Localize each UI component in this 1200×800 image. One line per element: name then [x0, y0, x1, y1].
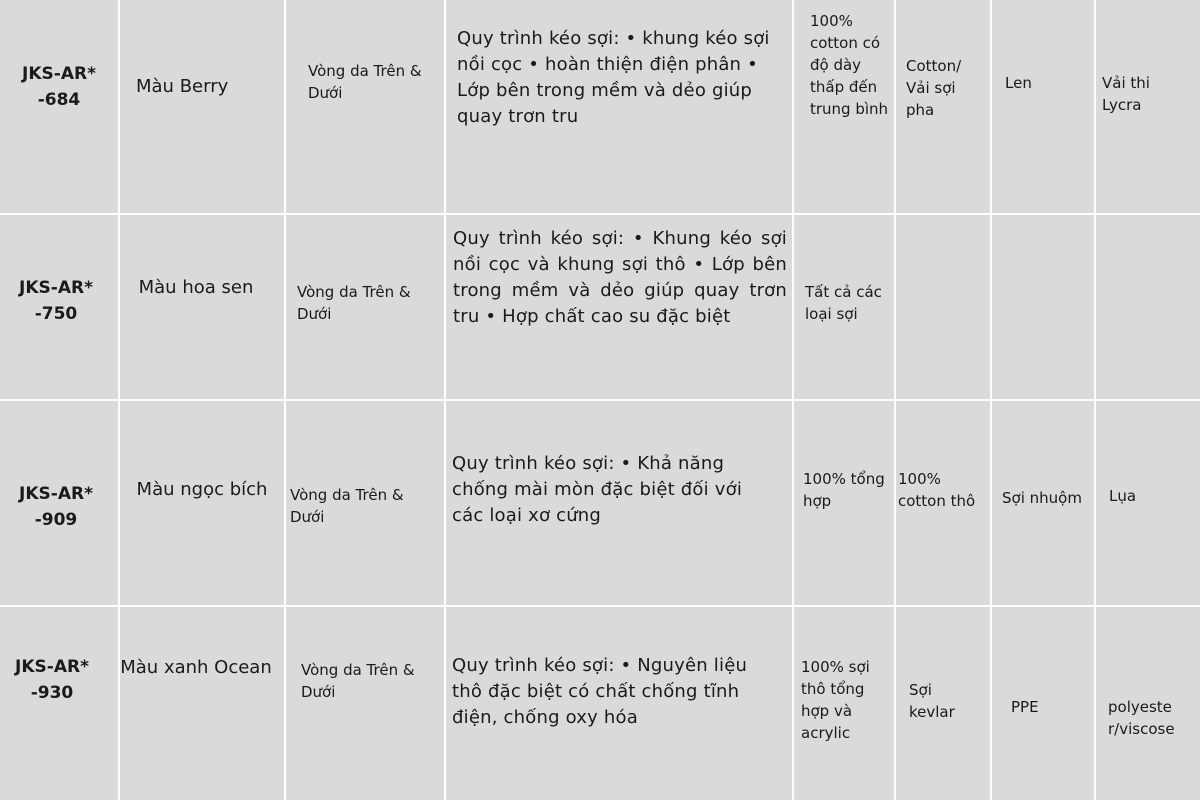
color-cell	[120, 215, 284, 399]
material-cell-3	[992, 607, 1094, 800]
ring-cell	[286, 401, 444, 605]
material-3: Sợi nhuộm	[1002, 489, 1082, 507]
process-text: Quy trình kéo sợi: • Nguyên liệu thô đặc biệt có chất chống tĩnh điện, chống oxy hóa	[452, 655, 748, 728]
material-4: Lụa	[1109, 487, 1137, 505]
color-name: Màu hoa sen	[138, 277, 254, 298]
code-cell	[0, 607, 118, 800]
material-1: Tất cả các loại sợi	[805, 283, 882, 323]
material-cell-1	[794, 607, 894, 800]
material-cell-3	[992, 0, 1094, 213]
ring-cell	[286, 607, 444, 800]
ring-type: Vòng da Trên & Dưới	[297, 283, 411, 323]
color-name: Màu ngọc bích	[136, 479, 268, 500]
material-cell-2	[896, 401, 990, 605]
material-cell-4	[1096, 0, 1200, 213]
color-name: Màu xanh Ocean	[120, 657, 272, 678]
material-cell-3	[992, 215, 1094, 399]
material-1: 100% cotton có độ dày thấp đến trung bình	[810, 12, 889, 118]
material-cell-2	[896, 0, 990, 213]
ring-type: Vòng da Trên & Dưới	[301, 661, 415, 701]
material-1: 100% tổng hợp	[803, 470, 885, 510]
table-row	[0, 215, 1200, 399]
process-cell	[446, 401, 792, 605]
product-code: JKS-AR* -930	[15, 657, 89, 703]
ring-type: Vòng da Trên & Dưới	[308, 62, 422, 102]
product-code: JKS-AR* -750	[19, 278, 93, 324]
material-4: polyeste r/viscose	[1108, 698, 1175, 738]
color-cell	[120, 401, 284, 605]
material-2: Cotton/ Vải sợi pha	[906, 57, 962, 119]
process-cell	[446, 607, 792, 800]
material-cell-4	[1096, 401, 1200, 605]
material-3: PPE	[1011, 698, 1039, 716]
material-cell-1	[794, 215, 894, 399]
material-cell-1	[794, 401, 894, 605]
material-cell-1	[794, 0, 894, 213]
material-cell-3	[992, 401, 1094, 605]
material-1: 100% sợi thô tổng hợp và acrylic	[801, 658, 870, 742]
material-cell-4	[1096, 215, 1200, 399]
color-name: Màu Berry	[136, 76, 229, 97]
material-3: Len	[1005, 74, 1032, 92]
process-cell	[446, 215, 792, 399]
product-code: JKS-AR* -684	[22, 64, 96, 110]
code-cell	[0, 401, 118, 605]
material-2: Sợi kevlar	[909, 681, 955, 721]
table-row	[0, 0, 1200, 213]
material-cell-4	[1096, 607, 1200, 800]
ring-cell	[286, 215, 444, 399]
code-cell	[0, 215, 118, 399]
code-cell	[0, 0, 118, 213]
process-text: Quy trình kéo sợi: • khung kéo sợi nồi cọc • hoàn thiện điện phân • Lớp bên trong mềm và dẻo giúp quay trơn tru	[457, 28, 770, 127]
color-cell	[120, 0, 284, 213]
material-4: Vải thi Lycra	[1102, 74, 1150, 114]
table-row	[0, 401, 1200, 605]
table-row	[0, 607, 1200, 800]
color-cell	[120, 607, 284, 800]
ring-cell	[286, 0, 444, 213]
process-text: Quy trình kéo sợi: • Khả năng chống mài mòn đặc biệt đối với các loại xơ cứng	[452, 453, 743, 526]
ring-type: Vòng da Trên & Dưới	[290, 486, 404, 526]
material-cell-2	[896, 607, 990, 800]
material-2: 100% cotton thô	[898, 470, 976, 510]
material-cell-2	[896, 215, 990, 399]
process-cell	[446, 0, 792, 213]
process-text: Quy trình kéo sợi: • Khung kéo sợi nồi cọc và khung sợi thô • Lớp bên trong mềm và dẻo giúp quay trơn tru • Hợp chất cao su đặc biệt	[453, 228, 787, 327]
product-code: JKS-AR* -909	[19, 484, 93, 530]
